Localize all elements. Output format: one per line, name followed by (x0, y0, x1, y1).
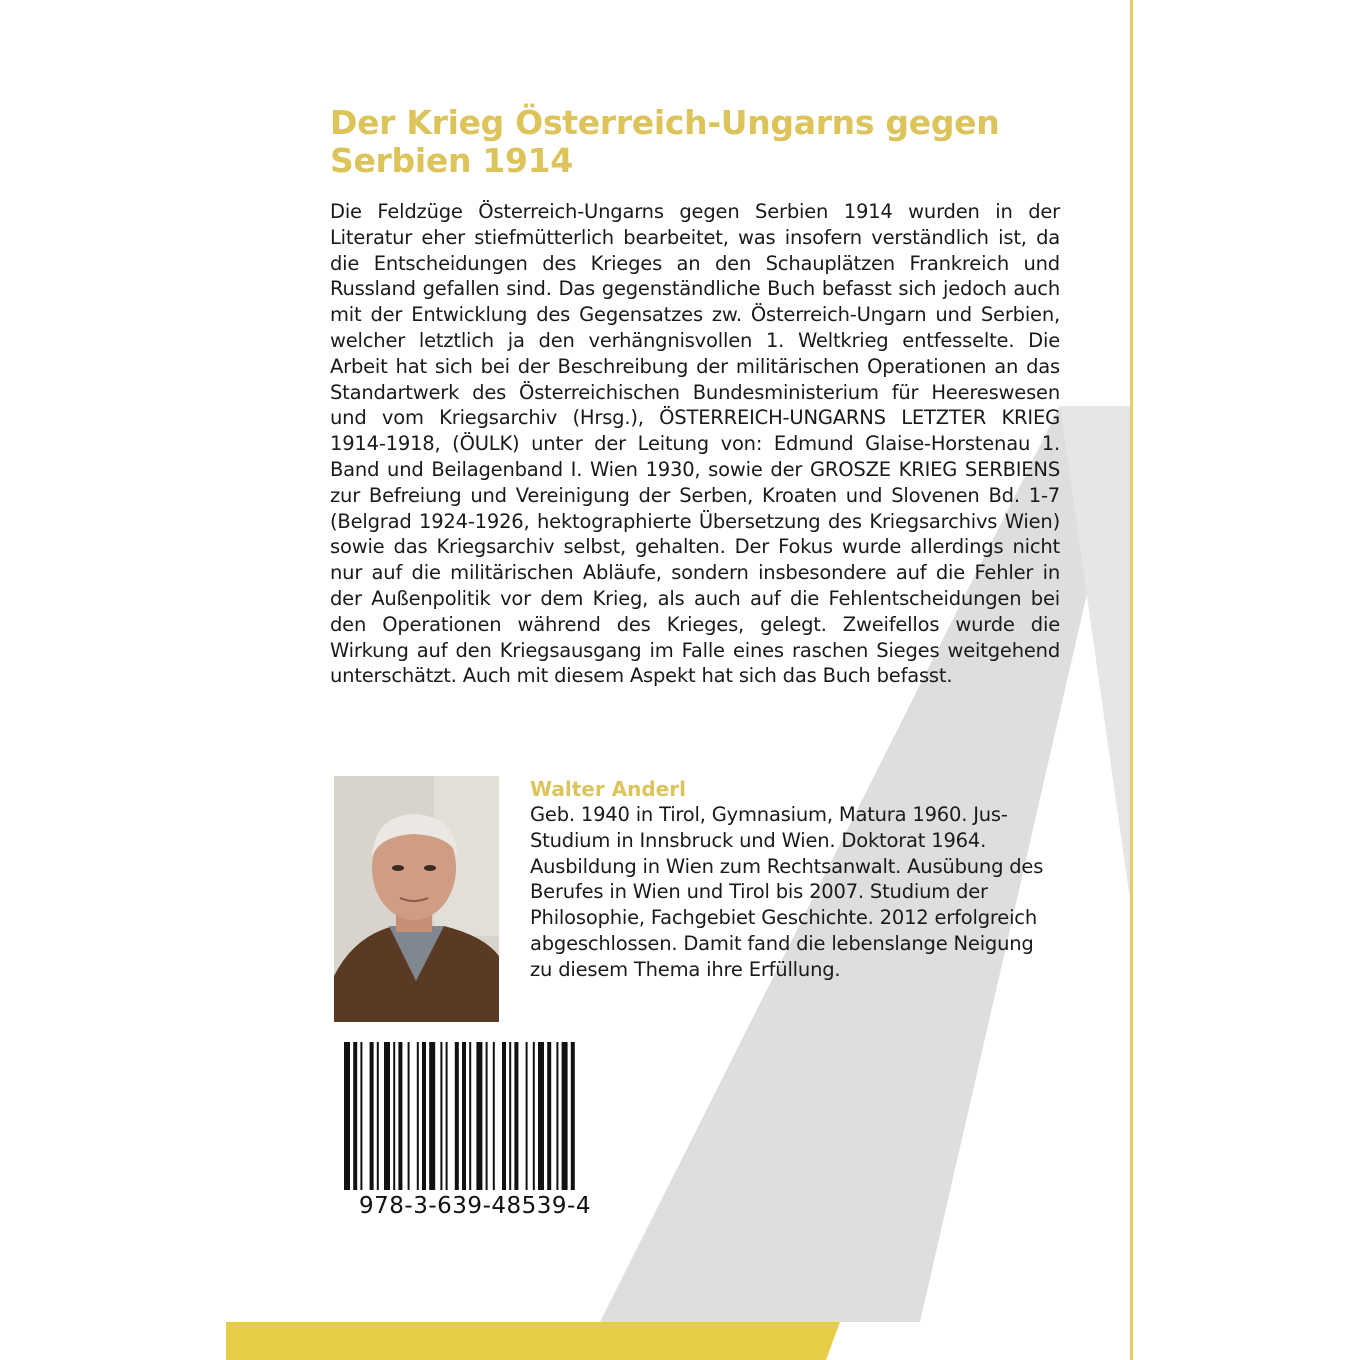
barcode-bar (398, 1042, 402, 1190)
barcode-bar (344, 1042, 350, 1190)
barcode-bar (562, 1042, 568, 1190)
barcode-bar (538, 1042, 544, 1190)
book-title: Der Krieg Österreich-Ungarns gegen Serbien 1914 (330, 103, 1000, 180)
author-bio: Geb. 1940 in Tirol, Gymnasium, Matura 1960. Jus-Studium in Innsbruck und Wien. Doktorat 1964. Ausbildung in Wien zum Rechtsanwalt. Ausübung des Berufes in Wien und Tirol bis 2007. Studium der Philosophie, Fachgebiet Geschichte. 2012 erfolgreich abgeschlossen. Damit fand die lebenslange Neigung zu diesem Thema ihre Erfüllung. (530, 803, 1044, 981)
barcode-bar (370, 1042, 374, 1190)
barcode-bar (509, 1042, 511, 1190)
isbn-barcode (344, 1042, 606, 1190)
barcode-bar (417, 1042, 419, 1190)
book-blurb: Die Feldzüge Österreich-Ungarns gegen Serbien 1914 wurden in der Literatur eher stiefmütterlich bearbeitet, was insofern verständlich ist, da die Entscheidungen des Krieges an den Schauplätzen Frankreich und Russland gefallen sind. Das gegenständliche Buch befasst sich jedoch auch mit der Entwicklung des Gegensatzes zw. Österreich-Ungarn und Serbien, welcher letztlich ja den verhängnisvollen 1. Weltkrieg entfesselte. Die Arbeit hat sich bei der Beschreibung der militärischen Operationen an das Standartwerk des Österreichischen Bundesministerium für Heereswesen und vom Kriegsarchiv (Hrsg.), ÖSTERREICH-UNGARNS LETZTER KRIEG 1914-1918, (ÖULK) unter der Leitung von: Edmund Glaise-Horstenau 1. Band und Beilagenband I. Wien 1930, sowie der GROSZE KRIEG SERBIENS zur Befreiung und Vereinigung der Serben, Kroaten und Slovenen Bd. 1-7 (Belgrad 1924-1926, hektographierte Übersetzung des Kriegsarchivs Wien) sowie das Kriegsarchiv selbst, gehalten. Der Fokus wurde allerdings nicht nur auf die militärischen Abläufe, sondern insbesondere auf die Fehler in der Außenpolitik vor dem Krieg, als auch auf die Fehlentscheidungen bei den Operationen während des Krieges, gelegt. Zweifellos wurde die Wirkung auf den Kriegsausgang im Falle eines raschen Sieges weitgehend unterschätzt. Auch mit diesem Aspekt hat sich das Buch befasst. (330, 200, 1060, 688)
barcode-bar (384, 1042, 390, 1190)
barcode-bar (446, 1042, 448, 1190)
barcode-bar (377, 1042, 379, 1190)
barcode-bar (393, 1042, 395, 1190)
isbn-number: 978-3-639-48539-4 (359, 1193, 591, 1219)
barcode-bar (408, 1042, 410, 1190)
barcode-bar (502, 1042, 506, 1190)
barcode-bar (514, 1042, 518, 1190)
barcode-bar (486, 1042, 488, 1190)
barcode-bar (360, 1042, 362, 1190)
barcode-bar (353, 1042, 357, 1190)
barcode-bar (455, 1042, 459, 1190)
barcode-bar (547, 1042, 551, 1190)
barcode-bar (556, 1042, 558, 1190)
barcode-bar (422, 1042, 426, 1190)
author-photo (334, 776, 499, 1022)
barcode-bar (476, 1042, 482, 1190)
barcode-bar (526, 1042, 528, 1190)
barcode-bar (462, 1042, 466, 1190)
spine-divider-line (1130, 0, 1133, 1360)
barcode-bar (469, 1042, 471, 1190)
barcode-bar (440, 1042, 442, 1190)
barcode-bar (571, 1042, 575, 1190)
barcode-area (330, 1034, 620, 1229)
barcode-bar (429, 1042, 435, 1190)
barcode-bar (493, 1042, 495, 1190)
barcode-bar (533, 1042, 535, 1190)
author-name: Walter Anderl (530, 777, 686, 801)
